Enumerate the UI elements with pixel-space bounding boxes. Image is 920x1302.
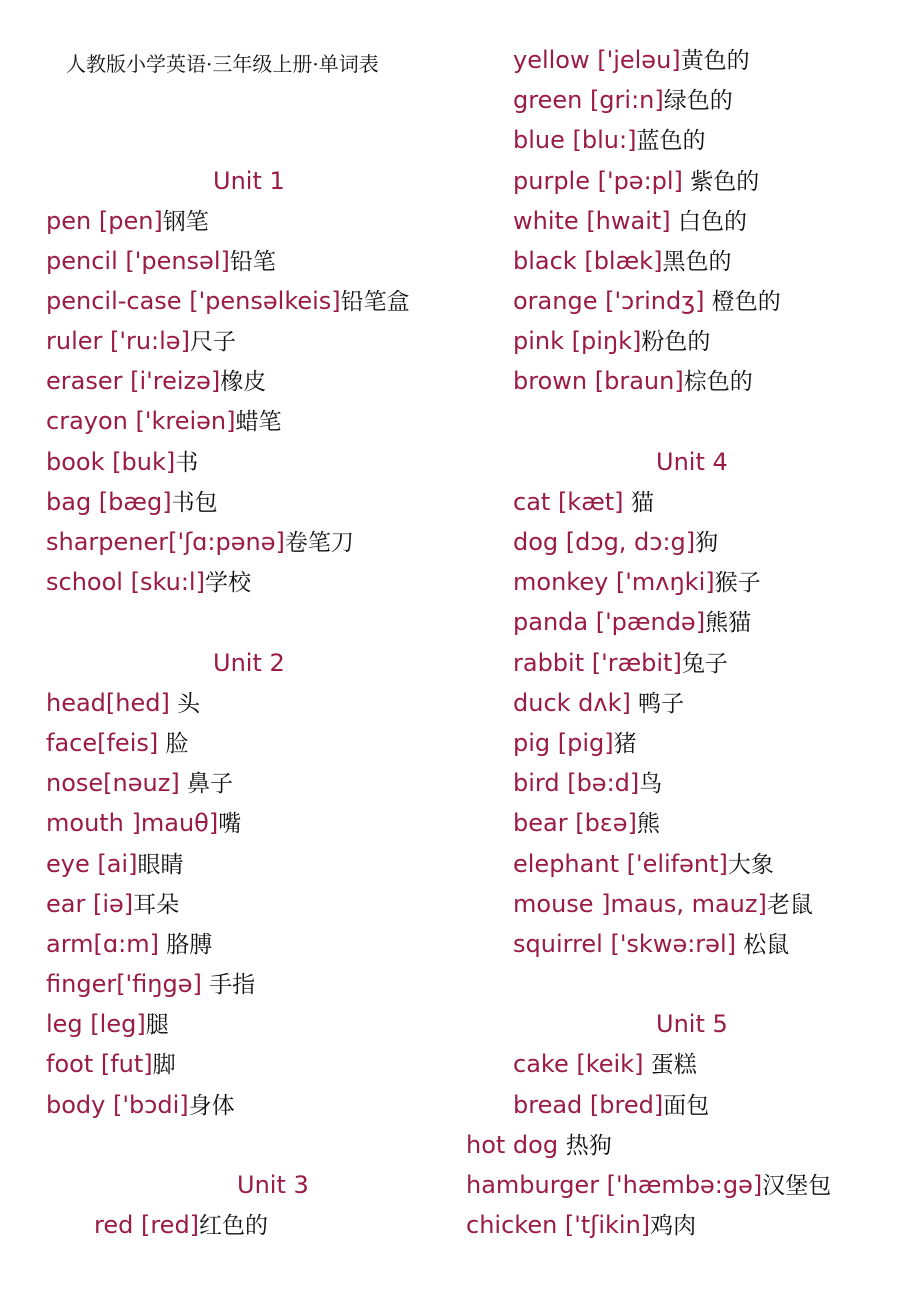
word-chinese: 熊 [636,811,660,837]
word-chinese: 绿色的 [663,88,733,114]
word-chinese: 鸟 [639,771,663,797]
unit-3-heading: Unit 3 [237,1171,309,1199]
word-english: book [buk] [46,448,176,476]
word-english: foot [fut] [46,1050,153,1078]
word-chinese: 耳朵 [133,892,180,918]
word-english: arm[ɑ:m] [46,930,159,958]
unit-5-heading: Unit 5 [656,1010,728,1038]
word-chinese: 猪 [613,731,637,757]
word-english: bag [bæg] [46,488,172,516]
word-entry [46,808,241,839]
word-english: bird [bə:d] [513,769,640,797]
word-chinese: 老鼠 [766,892,813,918]
word-chinese: 学校 [204,570,251,596]
word-entry [513,1049,697,1080]
word-english: mouse ]maus, mauz] [513,890,767,918]
word-entry [513,85,733,116]
word-chinese: 黄色的 [680,48,750,74]
word-chinese: 紫色的 [682,169,760,195]
unit-2-heading: Unit 2 [213,649,285,677]
word-entry [46,768,233,799]
word-chinese: 猴子 [714,570,761,596]
word-english: chicken ['tʃikin] [466,1211,651,1239]
word-english: sharpener['ʃɑ:pənə] [46,528,285,556]
word-english: nose[nəuz] [46,769,180,797]
word-english: eye [ai] [46,850,138,878]
word-english: bread [bred] [513,1091,664,1119]
word-entry [46,206,209,237]
word-entry [513,527,718,558]
word-english: eraser [i'reizə] [46,367,221,395]
word-english: blue [blu:] [513,126,637,154]
word-chinese: 手指 [201,972,256,998]
word-chinese: 鼻子 [179,771,233,797]
word-entry [46,688,200,719]
word-chinese: 蛋糕 [643,1052,697,1078]
word-entry [513,125,705,156]
word-chinese: 白色的 [670,209,747,235]
word-english: rabbit ['ræbit] [513,649,682,677]
word-english: panda ['pændə] [513,608,706,636]
word-chinese: 鸡肉 [650,1213,697,1239]
word-english: black [blæk] [513,247,663,275]
word-english: green [gri:n] [513,86,664,114]
word-english: duck dʌk] [513,689,631,717]
word-english: school [sku:l] [46,568,205,596]
word-english: crayon ['kreiən] [46,407,236,435]
word-english: mouth ]mauθ] [46,809,219,837]
word-entry [513,648,728,679]
word-chinese: 胳膊 [158,932,213,958]
word-entry [513,849,774,880]
word-entry [46,366,266,397]
word-chinese: 兔子 [681,651,728,677]
word-entry [466,1170,831,1201]
word-entry [513,607,751,638]
word-chinese: 粉色的 [641,329,711,355]
word-chinese: 棕色的 [683,369,753,395]
word-chinese: 红色的 [199,1213,269,1239]
word-english: red [red] [94,1211,200,1239]
word-chinese: 钢笔 [162,209,209,235]
word-entry [46,849,183,880]
word-chinese: 嘴 [218,811,242,837]
word-entry [46,1009,169,1040]
word-chinese: 铅笔盒 [340,289,410,315]
word-english: orange ['ɔrindʒ] [513,287,705,315]
word-chinese: 头 [169,691,201,717]
word-entry [513,206,747,237]
word-chinese: 鸭子 [630,691,685,717]
word-entry [513,688,684,719]
word-chinese: 身体 [188,1093,235,1119]
word-chinese: 蓝色的 [636,128,706,154]
word-entry [46,286,410,317]
word-entry [46,527,354,558]
word-chinese: 脸 [158,731,189,757]
word-entry [46,406,281,437]
word-english: ear [iə] [46,890,134,918]
word-entry [513,567,761,598]
word-english: elephant ['elifənt] [513,850,728,878]
word-entry [513,808,660,839]
word-english: pencil-case ['pensəlkeis] [46,287,341,315]
word-entry [46,969,255,1000]
word-english: cake [keik] [513,1050,644,1078]
word-entry [46,889,179,920]
word-english: finger['fiŋgə] [46,970,202,998]
unit-4-heading: Unit 4 [656,448,728,476]
word-entry [513,326,710,357]
word-entry [46,929,212,960]
word-entry [46,447,198,478]
word-entry [513,768,662,799]
word-entry [513,45,750,76]
word-english: purple ['pə:pl] [513,167,683,195]
word-english: cat [kæt] [513,488,624,516]
word-chinese: 大象 [727,852,774,878]
word-entry [513,728,637,759]
word-english: ruler ['ru:lə] [46,327,190,355]
word-english: face[feis] [46,729,159,757]
word-entry [46,1049,176,1080]
word-english: pig [pig] [513,729,614,757]
word-entry [46,487,218,518]
word-entry [513,1090,709,1121]
word-english: squirrel ['skwə:rəl] [513,930,736,958]
word-english: yellow ['jeləu] [513,46,681,74]
word-english: leg [leg] [46,1010,146,1038]
word-english: hamburger ['hæmbə:gə] [466,1171,763,1199]
word-entry [46,326,236,357]
word-entry [513,929,789,960]
word-english: hot dog [466,1131,566,1159]
word-chinese: 热狗 [565,1133,612,1159]
word-chinese: 铅笔 [229,249,276,275]
word-english: body ['bɔdi] [46,1091,189,1119]
word-entry [94,1210,268,1241]
word-english: pencil ['pensəl] [46,247,230,275]
word-entry [513,487,654,518]
word-entry [46,246,276,277]
word-chinese: 橙色的 [704,289,781,315]
word-chinese: 松鼠 [735,932,790,958]
word-entry [466,1210,696,1241]
word-entry [513,889,813,920]
unit-1-heading: Unit 1 [213,167,285,195]
word-chinese: 蜡笔 [235,409,282,435]
word-chinese: 书包 [171,490,218,516]
word-chinese: 尺子 [189,329,236,355]
word-chinese: 熊猫 [705,610,752,636]
word-chinese: 脚 [152,1052,176,1078]
word-entry [46,1090,235,1121]
word-english: pen [pen] [46,207,163,235]
word-english: head[hed] [46,689,170,717]
word-entry [513,366,753,397]
word-entry [513,166,759,197]
word-entry [513,246,731,277]
word-entry [466,1130,612,1161]
word-entry [46,567,251,598]
word-chinese: 汉堡包 [762,1173,832,1199]
word-chinese: 黑色的 [662,249,732,275]
word-chinese: 腿 [145,1012,169,1038]
word-chinese: 猫 [623,490,654,516]
word-chinese: 橡皮 [220,369,267,395]
word-entry [513,286,781,317]
word-english: monkey ['mʌŋki] [513,568,715,596]
word-english: brown [braun] [513,367,684,395]
page-title: 人教版小学英语·三年级上册·单词表 [66,52,379,76]
word-entry [46,728,189,759]
word-english: dog [dɔg, dɔ:g] [513,528,696,556]
word-chinese: 狗 [695,530,719,556]
word-chinese: 眼睛 [137,852,184,878]
word-english: bear [bɛə] [513,809,637,837]
word-chinese: 面包 [663,1093,710,1119]
word-chinese: 书 [175,450,199,476]
word-chinese: 卷笔刀 [284,530,354,556]
word-english: pink [piŋk] [513,327,642,355]
word-english: white [hwait] [513,207,671,235]
